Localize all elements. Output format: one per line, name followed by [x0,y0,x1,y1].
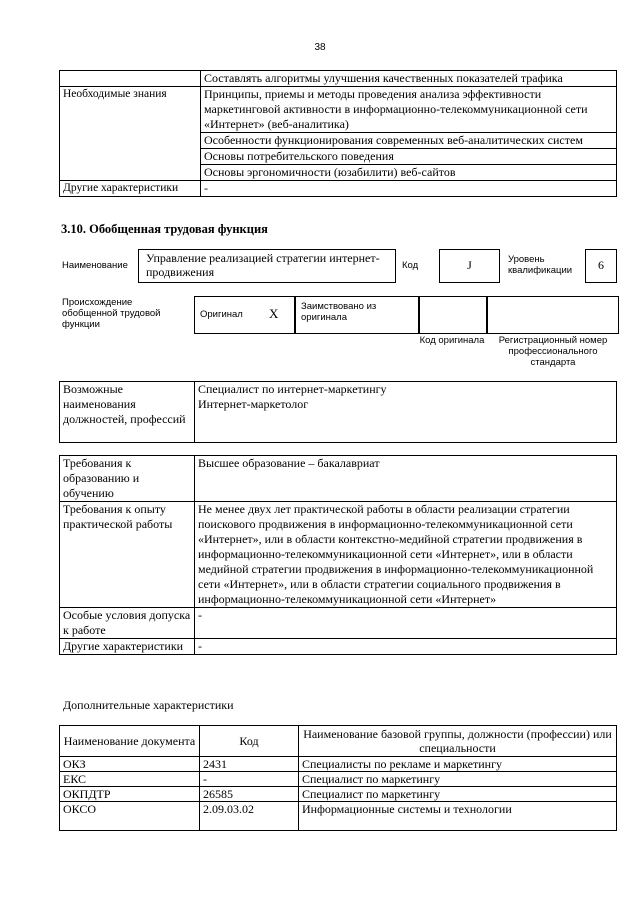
code-label: Код [402,260,419,271]
table-cell: ОКЗ [60,757,200,772]
page-number: 38 [314,42,326,53]
reg-number-box [486,296,619,334]
req-label: Особые условия допуска к работе [60,608,195,639]
name-label: Наименование [62,260,128,271]
table-cell: Специалист по маркетингу [299,787,617,802]
additional-title: Дополнительные характеристики [63,698,234,712]
req-value: Высшее образование – бакалавриат [195,456,617,502]
table-cell: - [200,772,299,787]
table-cell: ОКСО [60,802,200,831]
header-cell: Наименование документа [60,726,200,757]
section-title: 3.10. Обобщенная трудовая функция [61,222,268,236]
code-caption: Код оригинала [419,335,485,346]
positions-label: Возможные наименования должностей, профессий [60,382,195,443]
req-value: - [195,639,617,655]
other-value: - [201,181,617,197]
orig-code-box [418,296,488,334]
level-label: Уровень квалификации [508,254,573,276]
table-cell: Составлять алгоритмы улучшения качественных показателей трафика [201,71,617,87]
table-cell: ЕКС [60,772,200,787]
knowledge-table [59,70,617,197]
req-label: Другие характеристики [60,639,195,655]
original-label: Оригинал [200,309,243,320]
name-value: Управление реализацией стратегии интернет-продвижения [146,251,380,279]
reg-caption: Регистрационный номер профессионального стандарта [498,335,608,368]
table-cell: Специалист по маркетингу [299,772,617,787]
req-label: Требования к образованию и обучению [60,456,195,502]
knowledge-item: Основы потребительского поведения [201,149,617,165]
table-row [60,772,617,787]
table-row [60,802,617,831]
table-cell: Информационные системы и технологии [299,802,617,831]
req-value: Не менее двух лет практической работы в области реализации стратегии поискового продвижения в информационно-телекоммуникационной сети «Интернет», или в области контекстно-медийной стратегии продвижения в информационно-телекоммуникационной сети «Интернет», или в области медийной стратегии продвижения в информационно-телекоммуникационной сети «Интернет», или в области стратегии социального продвижения в информационно-телекоммуникационной сети «Интернет» [195,502,617,608]
knowledge-item: Основы эргономичности (юзабилити) веб-сайтов [201,165,617,181]
table-cell: Специалисты по рекламе и маркетингу [299,757,617,772]
origin-label: Происхождение обобщенной трудовой функции [62,297,161,330]
table-cell: ОКПДТР [60,787,200,802]
original-mark: X [269,306,279,321]
requirements-table [59,455,617,655]
original-box [194,296,296,334]
level-box [585,249,617,283]
knowledge-item: Особенности функционирования современных веб-аналитических систем [201,133,617,149]
table-cell: 2431 [200,757,299,772]
borrowed-box [294,296,420,334]
other-label: Другие характеристики [60,181,201,197]
position-item: Интернет-маркетолог [198,397,309,411]
code-value: J [467,258,472,272]
additional-table [59,725,617,831]
code-box [439,249,500,283]
table-cell: 26585 [200,787,299,802]
positions-table [59,381,617,443]
position-item: Специалист по интернет-маркетингу [198,382,387,396]
req-label: Требования к опыту практической работы [60,502,195,608]
header-cell: Наименование базовой группы, должности (профессии) или специальности [299,726,617,757]
header-cell: Код [200,726,299,757]
level-value: 6 [598,258,604,272]
req-value: - [195,608,617,639]
table-row [60,757,617,772]
borrowed-label: Заимствовано из оригинала [301,301,377,323]
knowledge-label: Необходимые знания [60,87,201,181]
table-row [60,787,617,802]
knowledge-item: Принципы, приемы и методы проведения анализа эффективности маркетинговой активности в информационно-телекоммуникационной сети «Интернет» (веб-аналитика) [201,87,617,133]
name-box [138,249,396,283]
table-cell: 2.09.03.02 [200,802,299,831]
